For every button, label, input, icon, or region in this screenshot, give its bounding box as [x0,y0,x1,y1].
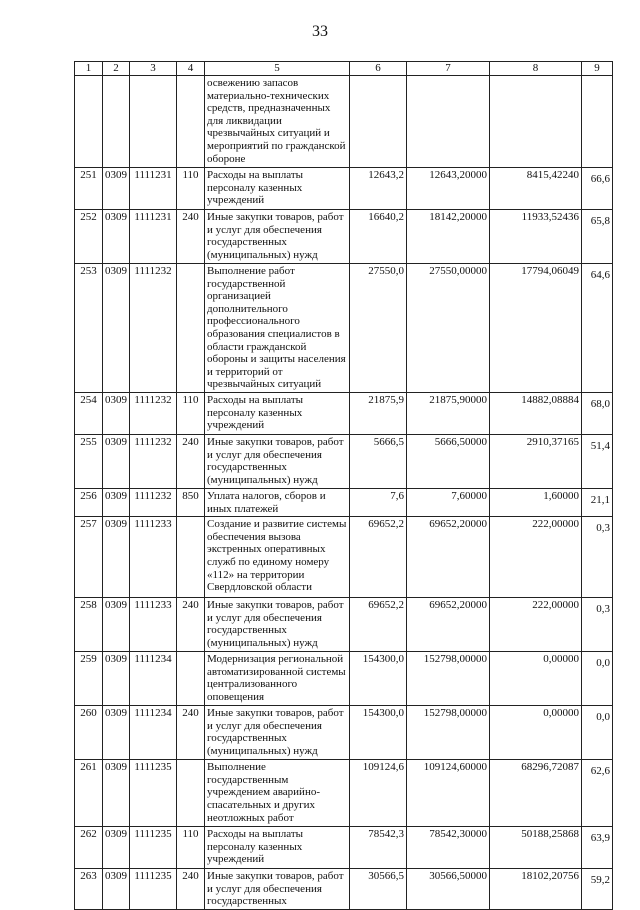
cell-execution-percent [582,76,613,168]
cell-section-code: 0309 [103,168,130,210]
cell-approved-amount: 154300,0 [350,706,407,760]
table-row [75,827,613,869]
cell-expense-type-code [177,264,205,393]
cell-approved-amount: 5666,5 [350,435,407,489]
cell-expense-type-code: 110 [177,393,205,435]
column-header-9: 9 [582,62,613,76]
cell-target-item-code: 1111231 [130,210,177,264]
cell-execution-percent [582,598,613,652]
column-header-2: 2 [103,62,130,76]
cell-target-item-code: 1111235 [130,869,177,910]
cell-target-item-code: 1111232 [130,264,177,393]
cell-expense-type-code: 240 [177,706,205,760]
cell-row-number: 253 [75,264,103,393]
execution-percent-value: 21,1 [590,494,610,506]
cell-description: освежению запасов материально-технических средств, предназначенных для ликвидации чрезвычайных ситуаций и мероприятий по гражданской обороне [205,76,350,168]
cell-row-number [75,76,103,168]
cell-refined-amount: 78542,30000 [407,827,490,869]
cell-refined-amount: 18142,20000 [407,210,490,264]
cell-execution-percent [582,264,613,393]
cell-row-number: 254 [75,393,103,435]
column-header-7: 7 [407,62,490,76]
cell-section-code: 0309 [103,760,130,827]
execution-percent-value: 0,3 [596,522,610,535]
page-number: 33 [312,23,328,40]
cell-approved-amount: 69652,2 [350,517,407,598]
cell-section-code: 0309 [103,517,130,598]
cell-execution-percent [582,827,613,869]
cell-description: Расходы на выплаты персоналу казенных учреждений [205,393,350,435]
cell-expense-type-code: 850 [177,489,205,517]
cell-refined-amount: 30566,50000 [407,869,490,910]
cell-approved-amount: 30566,5 [350,869,407,910]
cell-description: Модернизация региональной автоматизированной системы централизованного оповещения [205,652,350,706]
execution-percent-value [584,77,610,81]
table-row [75,760,613,827]
cell-approved-amount: 69652,2 [350,598,407,652]
cell-executed-amount: 68296,72087 [490,760,582,827]
cell-expense-type-code: 240 [177,869,205,910]
execution-percent-value: 0,0 [596,657,610,670]
cell-executed-amount: 50188,25868 [490,827,582,869]
cell-executed-amount: 11933,52436 [490,210,582,264]
cell-execution-percent [582,760,613,827]
cell-refined-amount: 109124,60000 [407,760,490,827]
cell-target-item-code: 1111235 [130,827,177,869]
cell-approved-amount: 109124,6 [350,760,407,827]
cell-row-number: 259 [75,652,103,706]
cell-execution-percent [582,652,613,706]
cell-executed-amount: 222,00000 [490,598,582,652]
cell-executed-amount: 0,00000 [490,706,582,760]
execution-percent-value: 63,9 [590,832,610,845]
cell-execution-percent [582,210,613,264]
execution-percent-value: 64,6 [590,269,610,281]
table-row [75,168,613,210]
execution-percent-value: 65,8 [590,215,610,227]
cell-executed-amount: 8415,42240 [490,168,582,210]
budget-table [74,61,613,910]
cell-section-code: 0309 [103,869,130,910]
column-header-1: 1 [75,62,103,76]
cell-section-code [103,76,130,168]
execution-percent-value: 68,0 [590,398,610,410]
execution-percent-value: 62,6 [590,765,610,778]
cell-description: Иные закупки товаров, работ и услуг для обеспечения государственных (муниципальных) нужд [205,598,350,652]
cell-execution-percent [582,869,613,910]
execution-percent-value: 51,4 [590,440,610,452]
cell-refined-amount: 21875,90000 [407,393,490,435]
cell-description: Уплата налогов, сборов и иных платежей [205,489,350,517]
table-row [75,869,613,910]
cell-row-number: 258 [75,598,103,652]
cell-description: Расходы на выплаты персоналу казенных учреждений [205,168,350,210]
cell-target-item-code: 1111235 [130,760,177,827]
column-header-3: 3 [130,62,177,76]
table-row [75,76,613,168]
cell-target-item-code: 1111232 [130,489,177,517]
cell-approved-amount: 7,6 [350,489,407,517]
cell-section-code: 0309 [103,393,130,435]
cell-expense-type-code [177,760,205,827]
cell-approved-amount: 154300,0 [350,652,407,706]
table-row [75,598,613,652]
cell-section-code: 0309 [103,652,130,706]
cell-target-item-code: 1111233 [130,598,177,652]
table-header-row [75,62,613,76]
cell-target-item-code: 1111232 [130,435,177,489]
execution-percent-value: 66,6 [590,173,610,185]
cell-refined-amount: 152798,00000 [407,706,490,760]
cell-target-item-code: 1111232 [130,393,177,435]
cell-execution-percent [582,489,613,517]
cell-expense-type-code [177,652,205,706]
execution-percent-value: 0,3 [596,603,610,616]
cell-approved-amount: 16640,2 [350,210,407,264]
cell-refined-amount: 69652,20000 [407,517,490,598]
cell-target-item-code: 1111231 [130,168,177,210]
table-row [75,393,613,435]
cell-target-item-code [130,76,177,168]
cell-executed-amount [490,76,582,168]
cell-approved-amount [350,76,407,168]
cell-refined-amount: 69652,20000 [407,598,490,652]
execution-percent-value: 59,2 [590,874,610,887]
table-row [75,706,613,760]
cell-approved-amount: 12643,2 [350,168,407,210]
cell-executed-amount: 18102,20756 [490,869,582,910]
cell-execution-percent [582,706,613,760]
cell-description: Иные закупки товаров, работ и услуг для обеспечения государственных (муниципальных) нужд [205,210,350,264]
cell-execution-percent [582,435,613,489]
cell-row-number: 260 [75,706,103,760]
cell-expense-type-code: 240 [177,210,205,264]
cell-section-code: 0309 [103,210,130,264]
cell-expense-type-code [177,517,205,598]
cell-approved-amount: 21875,9 [350,393,407,435]
cell-row-number: 252 [75,210,103,264]
table-row [75,210,613,264]
cell-executed-amount: 17794,06049 [490,264,582,393]
cell-row-number: 255 [75,435,103,489]
cell-description: Создание и развитие системы обеспечения вызова экстренных оперативных служб по единому номеру «112» на территории Свердловской области [205,517,350,598]
cell-target-item-code: 1111233 [130,517,177,598]
cell-description: Выполнение работ государственной организацией дополнительного профессионального образования специалистов в области гражданской обороны и защиты населения и территорий от чрезвычайных ситуаций [205,264,350,393]
cell-row-number: 251 [75,168,103,210]
cell-refined-amount [407,76,490,168]
table-body [75,76,613,910]
column-header-6: 6 [350,62,407,76]
cell-expense-type-code: 110 [177,827,205,869]
cell-executed-amount: 0,00000 [490,652,582,706]
cell-row-number: 256 [75,489,103,517]
cell-expense-type-code: 240 [177,435,205,489]
cell-approved-amount: 78542,3 [350,827,407,869]
cell-description: Выполнение государственным учреждением аварийно-спасательных и других неотложных работ [205,760,350,827]
table-row [75,652,613,706]
cell-expense-type-code: 110 [177,168,205,210]
cell-section-code: 0309 [103,827,130,869]
cell-target-item-code: 1111234 [130,706,177,760]
execution-percent-value: 0,0 [596,711,610,724]
table-row [75,435,613,489]
cell-executed-amount: 1,60000 [490,489,582,517]
cell-description: Иные закупки товаров, работ и услуг для обеспечения государственных (муниципальных) нужд [205,435,350,489]
cell-row-number: 261 [75,760,103,827]
cell-section-code: 0309 [103,598,130,652]
cell-executed-amount: 2910,37165 [490,435,582,489]
column-header-8: 8 [490,62,582,76]
cell-refined-amount: 12643,20000 [407,168,490,210]
cell-description: Иные закупки товаров, работ и услуг для обеспечения государственных [205,869,350,910]
cell-refined-amount: 5666,50000 [407,435,490,489]
table-row [75,264,613,393]
cell-refined-amount: 7,60000 [407,489,490,517]
cell-row-number: 257 [75,517,103,598]
cell-refined-amount: 27550,00000 [407,264,490,393]
cell-target-item-code: 1111234 [130,652,177,706]
cell-description: Расходы на выплаты персоналу казенных учреждений [205,827,350,869]
table-row [75,517,613,598]
cell-row-number: 262 [75,827,103,869]
cell-executed-amount: 222,00000 [490,517,582,598]
cell-approved-amount: 27550,0 [350,264,407,393]
column-header-5: 5 [205,62,350,76]
cell-expense-type-code: 240 [177,598,205,652]
cell-section-code: 0309 [103,489,130,517]
table-row [75,489,613,517]
cell-execution-percent [582,168,613,210]
cell-executed-amount: 14882,08884 [490,393,582,435]
cell-row-number: 263 [75,869,103,910]
cell-execution-percent [582,517,613,598]
cell-refined-amount: 152798,00000 [407,652,490,706]
column-header-4: 4 [177,62,205,76]
cell-section-code: 0309 [103,706,130,760]
cell-execution-percent [582,393,613,435]
cell-section-code: 0309 [103,264,130,393]
cell-description: Иные закупки товаров, работ и услуг для обеспечения государственных (муниципальных) нужд [205,706,350,760]
cell-section-code: 0309 [103,435,130,489]
cell-expense-type-code [177,76,205,168]
